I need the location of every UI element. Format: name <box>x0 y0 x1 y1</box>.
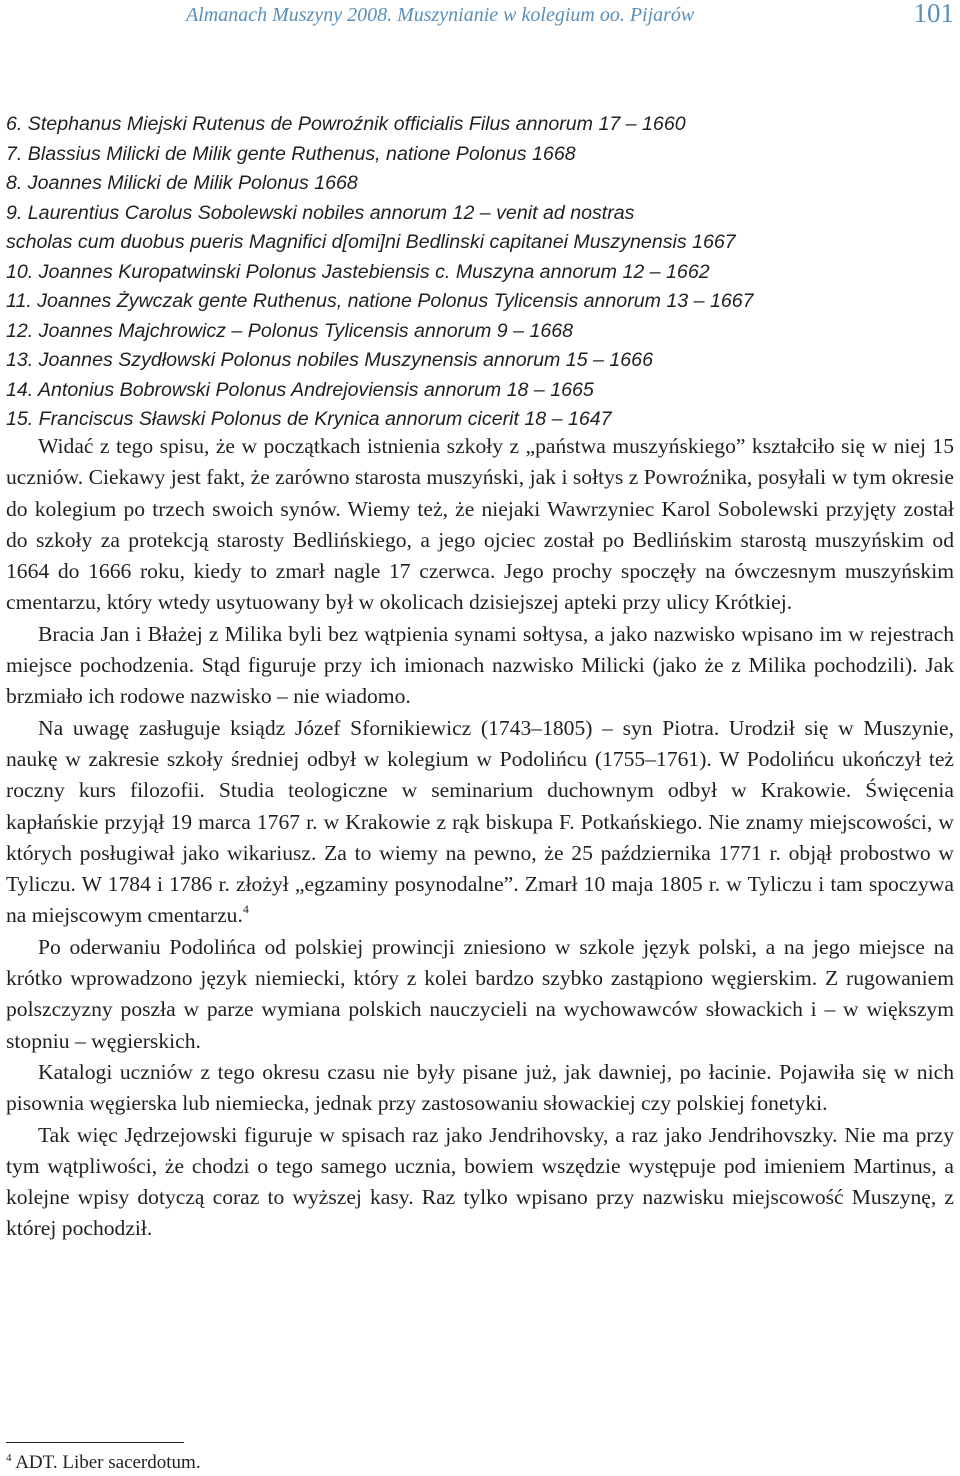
student-list <box>6 110 954 435</box>
list-item: 13. Joannes Szydłowski Polonus nobiles Muszynensis annorum 15 – 1666 <box>6 349 653 371</box>
list-item: 9. Laurentius Carolus Sobolewski nobiles annorum 12 – venit ad nostras <box>6 201 635 224</box>
page-header <box>6 0 954 40</box>
list-item: 10. Joannes Kuropatwinski Polonus Jastebiensis c. Muszyna annorum 12 – 1662 <box>6 260 710 283</box>
footnote-text: ADT. Liber sacerdotum. <box>15 1452 201 1473</box>
paragraph: Widać z tego spisu, że w początkach istnienia szkoły z „państwa muszyńskiego” kształciło się w niej 15 uczniów. Ciekawy jest fakt, że zarówno starosta muszyński, jak i sołtys z Powroźnika, posyłali w tym okresie do kolegium po trzech swoich synów. Wiemy też, że niejaki Wawrzyniec Karol Sobolewski przyjęty został do szkoły za protekcją starosty Bedlińskiego, a jego ojciec został po Bedlińskim starostą muszyńskim od 1664 do 1666 roku, kiedy to zmarł nagle 17 czerwca. Jego prochy spoczęły na ówczesnym muszyńskim cmentarzu, który wtedy usytuowany był w okolicach dzisiejszej apteki przy ulicy Krótkiej. <box>6 434 954 615</box>
body-text <box>6 431 954 1245</box>
paragraph: Tak więc Jędrzejowski figuruje w spisach raz jako Jendrihovsky, a raz jako Jendrihovszky. Nie ma przy tym wątpliwości, że chodzi o tego samego ucznia, bowiem wszędzie występuje pod imieniem Martinus, a kolejne wpisy dotyczą coraz to wyższej kasy. Raz tylko wpisano przy nazwisku miejscowość Muszynę, z której pochodził. <box>6 1122 954 1241</box>
footnote-reference[interactable]: 4 <box>242 902 249 917</box>
list-item: 11. Joannes Żywczak gente Ruthenus, natione Polonus Tylicensis annorum 13 – 1667 <box>6 290 754 312</box>
list-item: 14. Antonius Bobrowski Polonus Andrejoviensis annorum 18 – 1665 <box>6 378 594 401</box>
paragraph: Bracia Jan i Błażej z Milika byli bez wątpienia synami sołtysa, a jako nazwisko wpisano im w rejestrach miejsce pochodzenia. Stąd figuruje przy ich imionach nazwisko Milicki (jako że z Milika pochodzili). Jak brzmiało ich rodowe nazwisko – nie wiadomo. <box>6 621 954 709</box>
footnote <box>6 1452 201 1474</box>
list-item: 6. Stephanus Miejski Rutenus de Powroźnik officialis Filus annorum 17 – 1660 <box>6 113 686 135</box>
paragraph <box>6 713 954 932</box>
list-item: 7. Blassius Milicki de Milik gente Ruthenus, natione Polonus 1668 <box>6 142 576 165</box>
list-item: scholas cum duobus pueris Magnifici d[omi]ni Bedlinski capitanei Muszynensis 1667 <box>6 231 736 253</box>
footnote-divider <box>6 1442 184 1443</box>
paragraph: Po oderwaniu Podolińca od polskiej prowincji zniesiono w szkole język polski, a na jego miejsce na krótko wprowadzono język niemiecki, który z kolei bardzo szybko zastąpiono węgierskim. Z rugowaniem polszczyzny poszła w parze wymiana polskich nauczycieli na wychowawców słowackich i – w większym stopniu – węgierskich. <box>6 934 954 1053</box>
footnote-number: 4 <box>6 1452 12 1464</box>
list-item: 12. Joannes Majchrowicz – Polonus Tylicensis annorum 9 – 1668 <box>6 319 574 342</box>
list-item: 15. Franciscus Sławski Polonus de Krynica annorum cicerit 18 – 1647 <box>6 408 612 430</box>
paragraph: Katalogi uczniów z tego okresu czasu nie były pisane już, jak dawniej, po łacinie. Pojawiła się w nich pisownia węgierska lub niemiecka, jednak przy zastosowaniu słowackiej czy polskiej fonetyki. <box>6 1059 954 1116</box>
list-item: 8. Joannes Milicki de Milik Polonus 1668 <box>6 172 358 194</box>
running-title: Almanach Muszyny 2008. Muszynianie w kolegium oo. Pijarów <box>186 4 695 26</box>
page-number: 101 <box>913 0 954 28</box>
paragraph-text: Na uwagę zasługuje ksiądz Józef Sfornikiewicz (1743–1805) – syn Piotra. Urodził się w Muszynie, naukę w zakresie szkoły średniej odbył w kolegium w Podolińcu (1755–1761). W Podolińcu ukończył też roczny kurs filozofii. Studia teologiczne w seminarium duchownym odbył w Krakowie. Święcenia kapłańskie przyjął 19 marca 1767 r. w Krakowie z rąk biskupa F. Potkańskiego. Nie znamy miejscowości, w których posługiwał jako wikariusz. Za to wiemy na pewno, że 25 października 1771 r. objął probostwo w Tyliczu. W 1784 i 1786 r. złożył „egzaminy posynodalne”. Zmarł 10 maja 1805 r. w Tyliczu i tam spoczywa na miejscowym cmentarzu. <box>6 715 954 928</box>
